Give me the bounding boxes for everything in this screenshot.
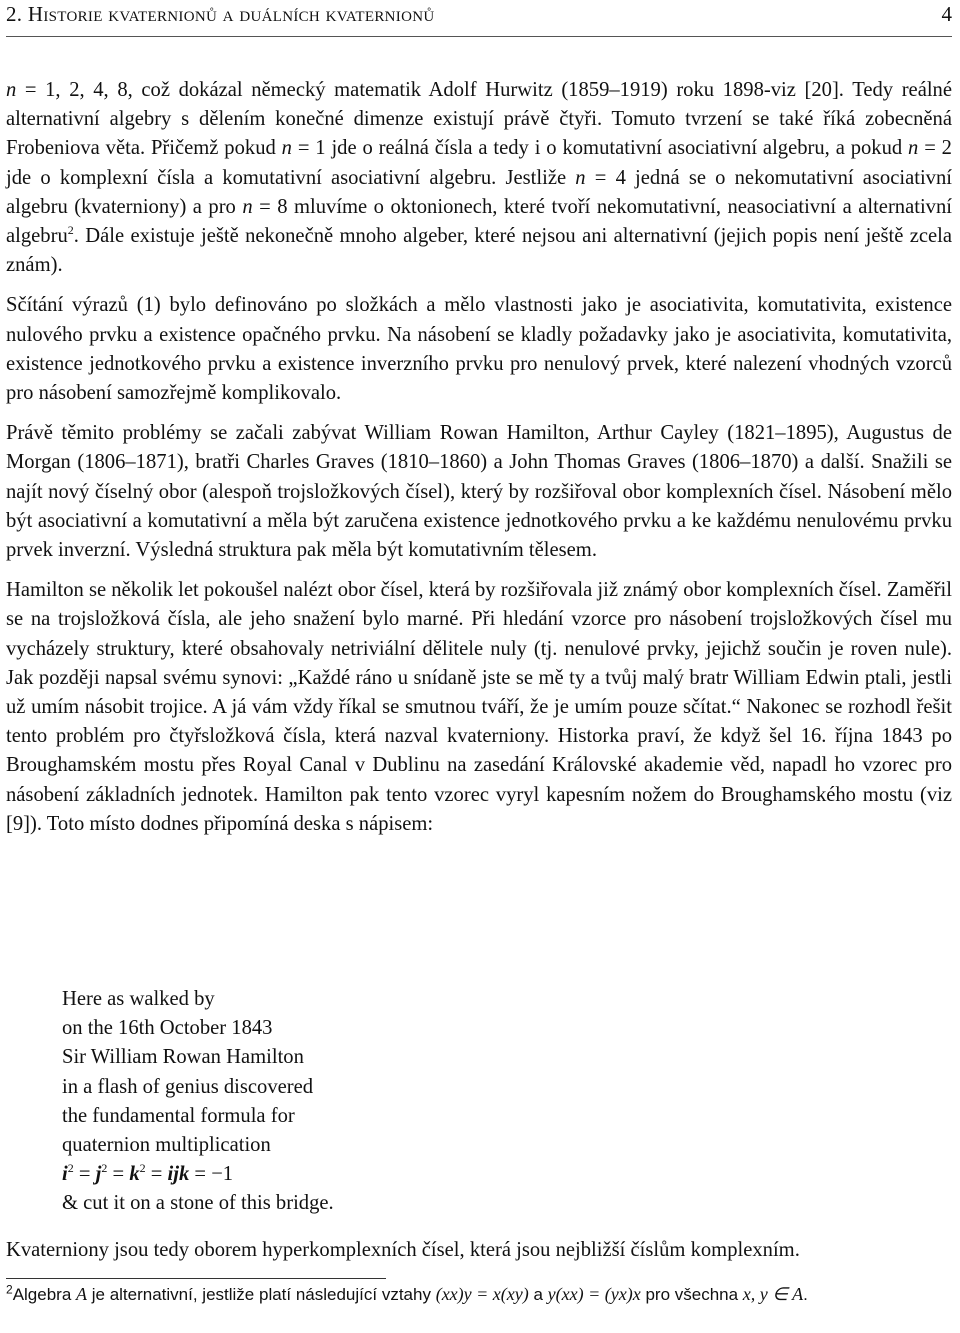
math-n: n <box>281 137 292 160</box>
text-run: = 8 mluvíme o oktonionech, které tvoří nekomutativní, neasociativní a alternativní algebru <box>6 195 952 248</box>
math-ijk: ijk <box>167 1163 190 1186</box>
closing-paragraph: Kvaterniony jsou tedy oborem hyperkomplexních čísel, která jsou nejbližší číslům komplexním. <box>6 1239 800 1261</box>
math-n: n <box>908 137 919 160</box>
bridge-inscription <box>62 985 562 1219</box>
math-n: n <box>575 166 586 189</box>
body-text <box>6 76 952 850</box>
footnote-rule <box>6 1278 386 1279</box>
text-run: je alternativní, jestliže platí následující vztahy <box>87 1285 436 1304</box>
text-run: = 1 jde o reálná čísla a tedy i o komutativní asociativní algebru, a pokud <box>291 137 909 160</box>
math-expression: x, y ∈ A <box>742 1284 804 1304</box>
paragraph-history: Právě těmito problémy se začali zabývat William Rowan Hamilton, Arthur Cayley (1821–1895), Augustus de Morgan (1806–1871), bratři Charles Graves (1810–1860) a John Thomas Graves (1806–1870) a další. Snažili se najít nový číselný obor (alespoň trojsložkových čísel), který by rozšiřoval obor komplexních čísel. Násobení mělo být asociativní a komutativní a měla být zaručena existence jednotkového prvku a ke každému nenulovému prvku prvek inverzní. Výsledná struktura pak měla být komutativním tělesem. <box>6 422 952 562</box>
text-run: = 4 jedná se o nekomutativní asociativní algebru (kvaterniony) a pro <box>6 166 952 218</box>
exponent: 2 <box>139 1161 146 1176</box>
math-expression: (xx)y = x(xy) <box>435 1284 529 1304</box>
inscription-line: on the 16th October 1843 <box>62 1017 273 1040</box>
paragraph-hamilton: Hamilton se několik let pokoušel nalézt obor čísel, která by rozšiřovala již známý obor komplexních čísel. Zaměřil se na trojsložková čísla, ale jeho snažení bylo marné. Při hledání vzorce pro násobení trojsložkových čísel mu vycházely struktury, které obsahovaly netriviální dělitele nuly (tj. nenulové prvky, jejichž součin je roven nule). Jak později napsal svému synovi: „Každé ráno u snídaně jste se mě ty a tvůj malý bratr William Edwin ptali, jestli už umím násobit trojice. A já vám vždy říkal se smutnou tváří, že je umím pouze sčítat.“ Nakonec se rozhodl řešit tento problém pro čtyřsložková čísla, která nazval kvaterniony. Historka praví, že když šel 16. října 1843 po Broughamském mostu přes Royal Canal v Dublinu na zasedání Královské akademie věd, napadl ho vzorec pro násobení základních jednotek. Hamilton pak tento vzorec vyryl kapesním nožem do Broughamského mostu (viz [9]). Toto místo dodnes připomíná deska s nápisem: <box>6 579 952 835</box>
equals: = <box>145 1163 168 1186</box>
math-A: A <box>76 1284 88 1304</box>
text-run: . Dále existuje ještě nekonečně mnoho algeber, které nejsou ani alternativní (jejich popis není ještě zcela znám). <box>6 225 952 277</box>
text-run: Algebra <box>12 1285 77 1304</box>
page-number: 4 <box>941 2 952 26</box>
text-run: pro všechna <box>640 1285 743 1304</box>
equals: = <box>73 1163 96 1186</box>
inscription-line: & cut it on a stone of this bridge. <box>62 1192 334 1215</box>
text-run: a <box>528 1285 548 1304</box>
math-j: j <box>95 1163 102 1186</box>
formula-result: = −1 <box>189 1163 234 1186</box>
inscription-line: the fundamental formula for <box>62 1104 295 1127</box>
equals: = <box>107 1163 130 1186</box>
inscription-line: quaternion multiplication <box>62 1134 271 1157</box>
math-n: n <box>6 79 17 101</box>
footnote-reference[interactable]: 2 <box>67 223 74 238</box>
quaternion-formula <box>62 1160 562 1189</box>
header-rule <box>6 36 952 37</box>
math-n: n <box>242 195 253 218</box>
inscription-line: Sir William Rowan Hamilton <box>62 1046 304 1069</box>
math-k: k <box>129 1163 140 1186</box>
paragraph-hurwitz <box>6 76 952 280</box>
inscription-line: in a flash of genius discovered <box>62 1075 314 1098</box>
math-expression: y(xx) = (yx)x <box>547 1284 641 1304</box>
text-run: . <box>803 1285 808 1304</box>
exponent: 2 <box>101 1161 108 1176</box>
exponent: 2 <box>67 1161 74 1176</box>
footnote-mark: 2 <box>6 1282 13 1297</box>
footnote <box>6 1282 952 1307</box>
chapter-title: 2. Historie kvaternionů a duálních kvaternionů <box>6 2 435 26</box>
running-header <box>6 2 952 32</box>
inscription-line: Here as walked by <box>62 988 215 1010</box>
text-run: = 2 jde o komplexní čísla a komutativní asociativní algebru. Jestliže <box>6 137 952 189</box>
paragraph-operations: Sčítání výrazů (1) bylo definováno po složkách a mělo vlastnosti jako je asociativita, komutativita, existence nulového prvku a existence opačného prvku. Na násobení se kladly požadavky jako je asociativita, komutativita, existence jednotkového prvku a existence inverzního prvku pro nenulový prvek, které nalezení vhodných vzorců pro násobení samozřejmě komplikovalo. <box>6 294 952 405</box>
text-run: = 1, 2, 4, 8, což dokázal německý matematik Adolf Hurwitz (1859–1919) roku 1898-viz [20]. Tedy reálné alternativní algebry s dělením konečné dimenze existují právě čtyři. Tomuto tvrzení se také říká zobecněná Frobeniova věta. Přičemž pokud <box>6 79 952 160</box>
math-i: i <box>62 1163 68 1186</box>
